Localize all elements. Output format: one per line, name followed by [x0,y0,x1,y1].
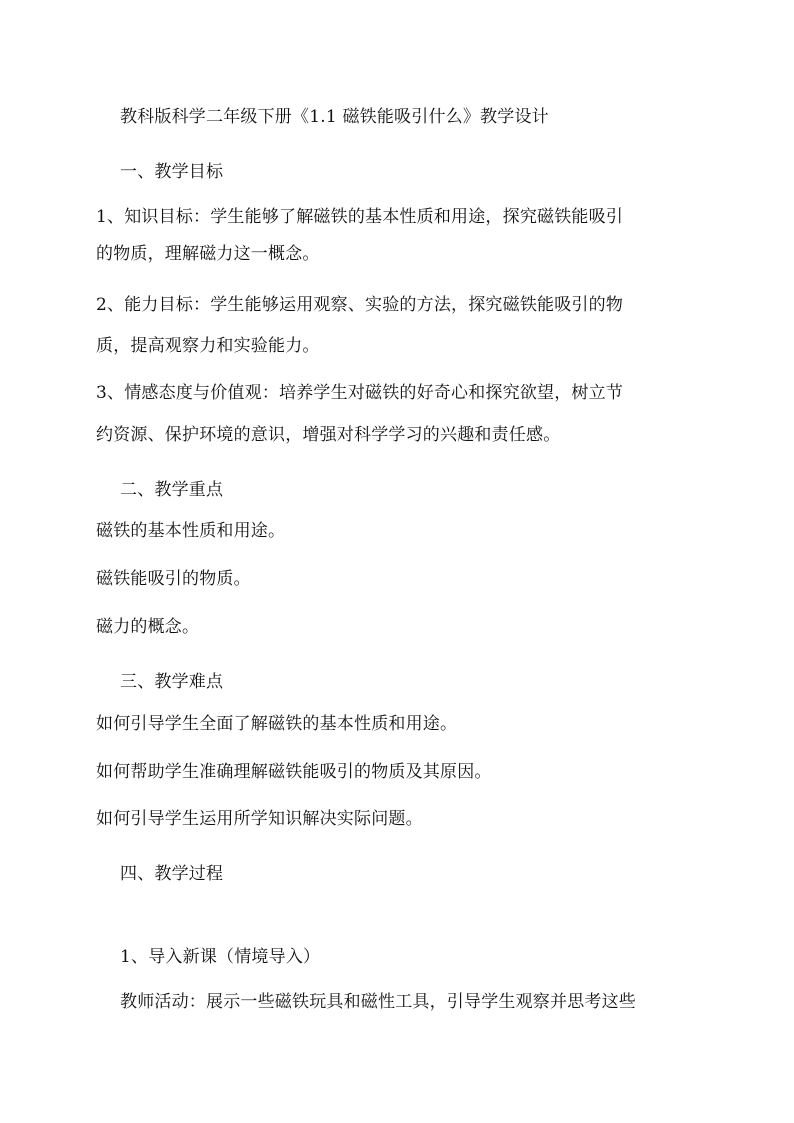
difficulty-item: 如何帮助学生准确理解磁铁能吸引的物质及其原因。 [96,762,492,782]
section-heading-key-points: 二、教学重点 [120,480,224,500]
objective-ability-line-2: 质，提高观察力和实验能力。 [96,336,320,356]
section-heading-objectives: 一、教学目标 [120,162,224,182]
objective-ability-line-1: 2、能力目标：学生能够运用观察、实验的方法，探究磁铁能吸引的物 [96,295,624,315]
objective-knowledge-line-1: 1、知识目标：学生能够了解磁铁的基本性质和用途，探究磁铁能吸引 [96,207,624,227]
section-heading-difficulties: 三、教学难点 [120,672,224,692]
process-step-text: 教师活动：展示一些磁铁玩具和磁性工具，引导学生观察并思考这些 [120,992,636,1012]
section-heading-process: 四、教学过程 [120,864,224,884]
objective-knowledge-line-2: 的物质，理解磁力这一概念。 [96,244,320,264]
objective-attitude-line-1: 3、情感态度与价值观：培养学生对磁铁的好奇心和探究欲望，树立节 [96,383,624,403]
key-point-item: 磁铁能吸引的物质。 [96,569,251,589]
difficulty-item: 如何引导学生全面了解磁铁的基本性质和用途。 [96,714,458,734]
objective-attitude-line-2: 约资源、保护环境的意识，增强对科学学习的兴趣和责任感。 [96,425,561,445]
key-point-item: 磁铁的基本性质和用途。 [96,521,286,541]
process-step-title: 1、导入新课（情境导入） [120,947,321,967]
key-point-item: 磁力的概念。 [96,617,200,637]
difficulty-item: 如何引导学生运用所学知识解决实际问题。 [96,809,423,829]
document-title: 教科版科学二年级下册《1.1 磁铁能吸引什么》教学设计 [120,107,549,127]
